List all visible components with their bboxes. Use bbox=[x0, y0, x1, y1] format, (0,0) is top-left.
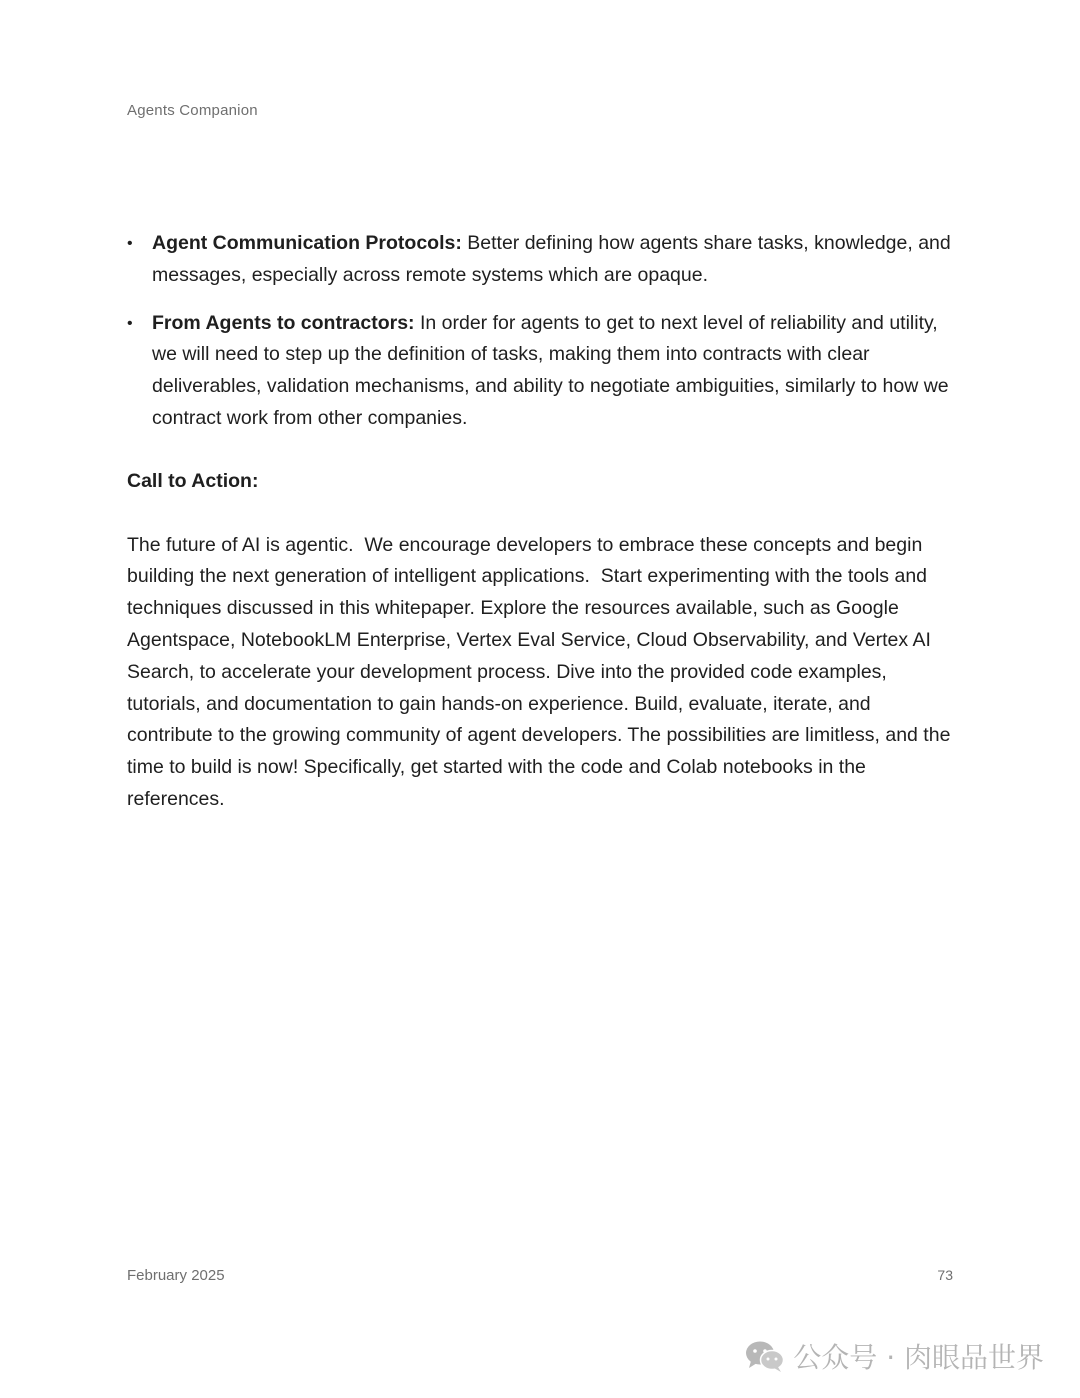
bullet-dot: • bbox=[127, 314, 133, 332]
watermark bbox=[745, 1336, 1044, 1376]
list-item bbox=[127, 308, 957, 435]
list-item bbox=[127, 228, 957, 292]
page-content bbox=[127, 228, 957, 816]
footer-date: February 2025 bbox=[127, 1267, 225, 1284]
bullet-text: In order for agents to get to next level of reliability and utility, we will need to step up the definition of tasks, making them into contracts with clear deliverables, validation mechanisms, and ability to negotiate ambiguities, similarly to how we contract work from other companies. bbox=[152, 311, 949, 429]
wechat-icon bbox=[745, 1339, 785, 1373]
call-to-action-heading: Call to Action: bbox=[127, 469, 259, 492]
call-to-action-body: The future of AI is agentic. We encourage developers to embrace these concepts and begin building the next generation of intelligent applications. Start experimenting with the tools and techniques discussed in this whitepaper. Explore the resources available, such as Google Agentspace, NotebookLM Enterprise, Vertex Eval Service, Cloud Observability, and Vertex AI Search, to accelerate your development process. Dive into the provided code examples, tutorials, and documentation to gain hands-on experience. Build, evaluate, iterate, and contribute to the growing community of agent developers. The possibilities are limitless, and the time to build is now! Specifically, get started with the code and Colab notebooks in the references. bbox=[127, 533, 956, 810]
bullet-list bbox=[127, 228, 957, 435]
bullet-term: Agent Communication Protocols: bbox=[152, 232, 462, 254]
bullet-dot: • bbox=[127, 235, 133, 252]
running-header-title: Agents Companion bbox=[127, 102, 258, 119]
watermark-text: 公众号 · 肉眼品世界 bbox=[793, 1341, 1044, 1374]
bullet-text: Better defining how agents share tasks, knowledge, and messages, especially across remote systems which are opaque. bbox=[152, 232, 951, 286]
bullet-term: From Agents to contractors: bbox=[152, 311, 415, 334]
page-number: 73 bbox=[937, 1267, 953, 1283]
